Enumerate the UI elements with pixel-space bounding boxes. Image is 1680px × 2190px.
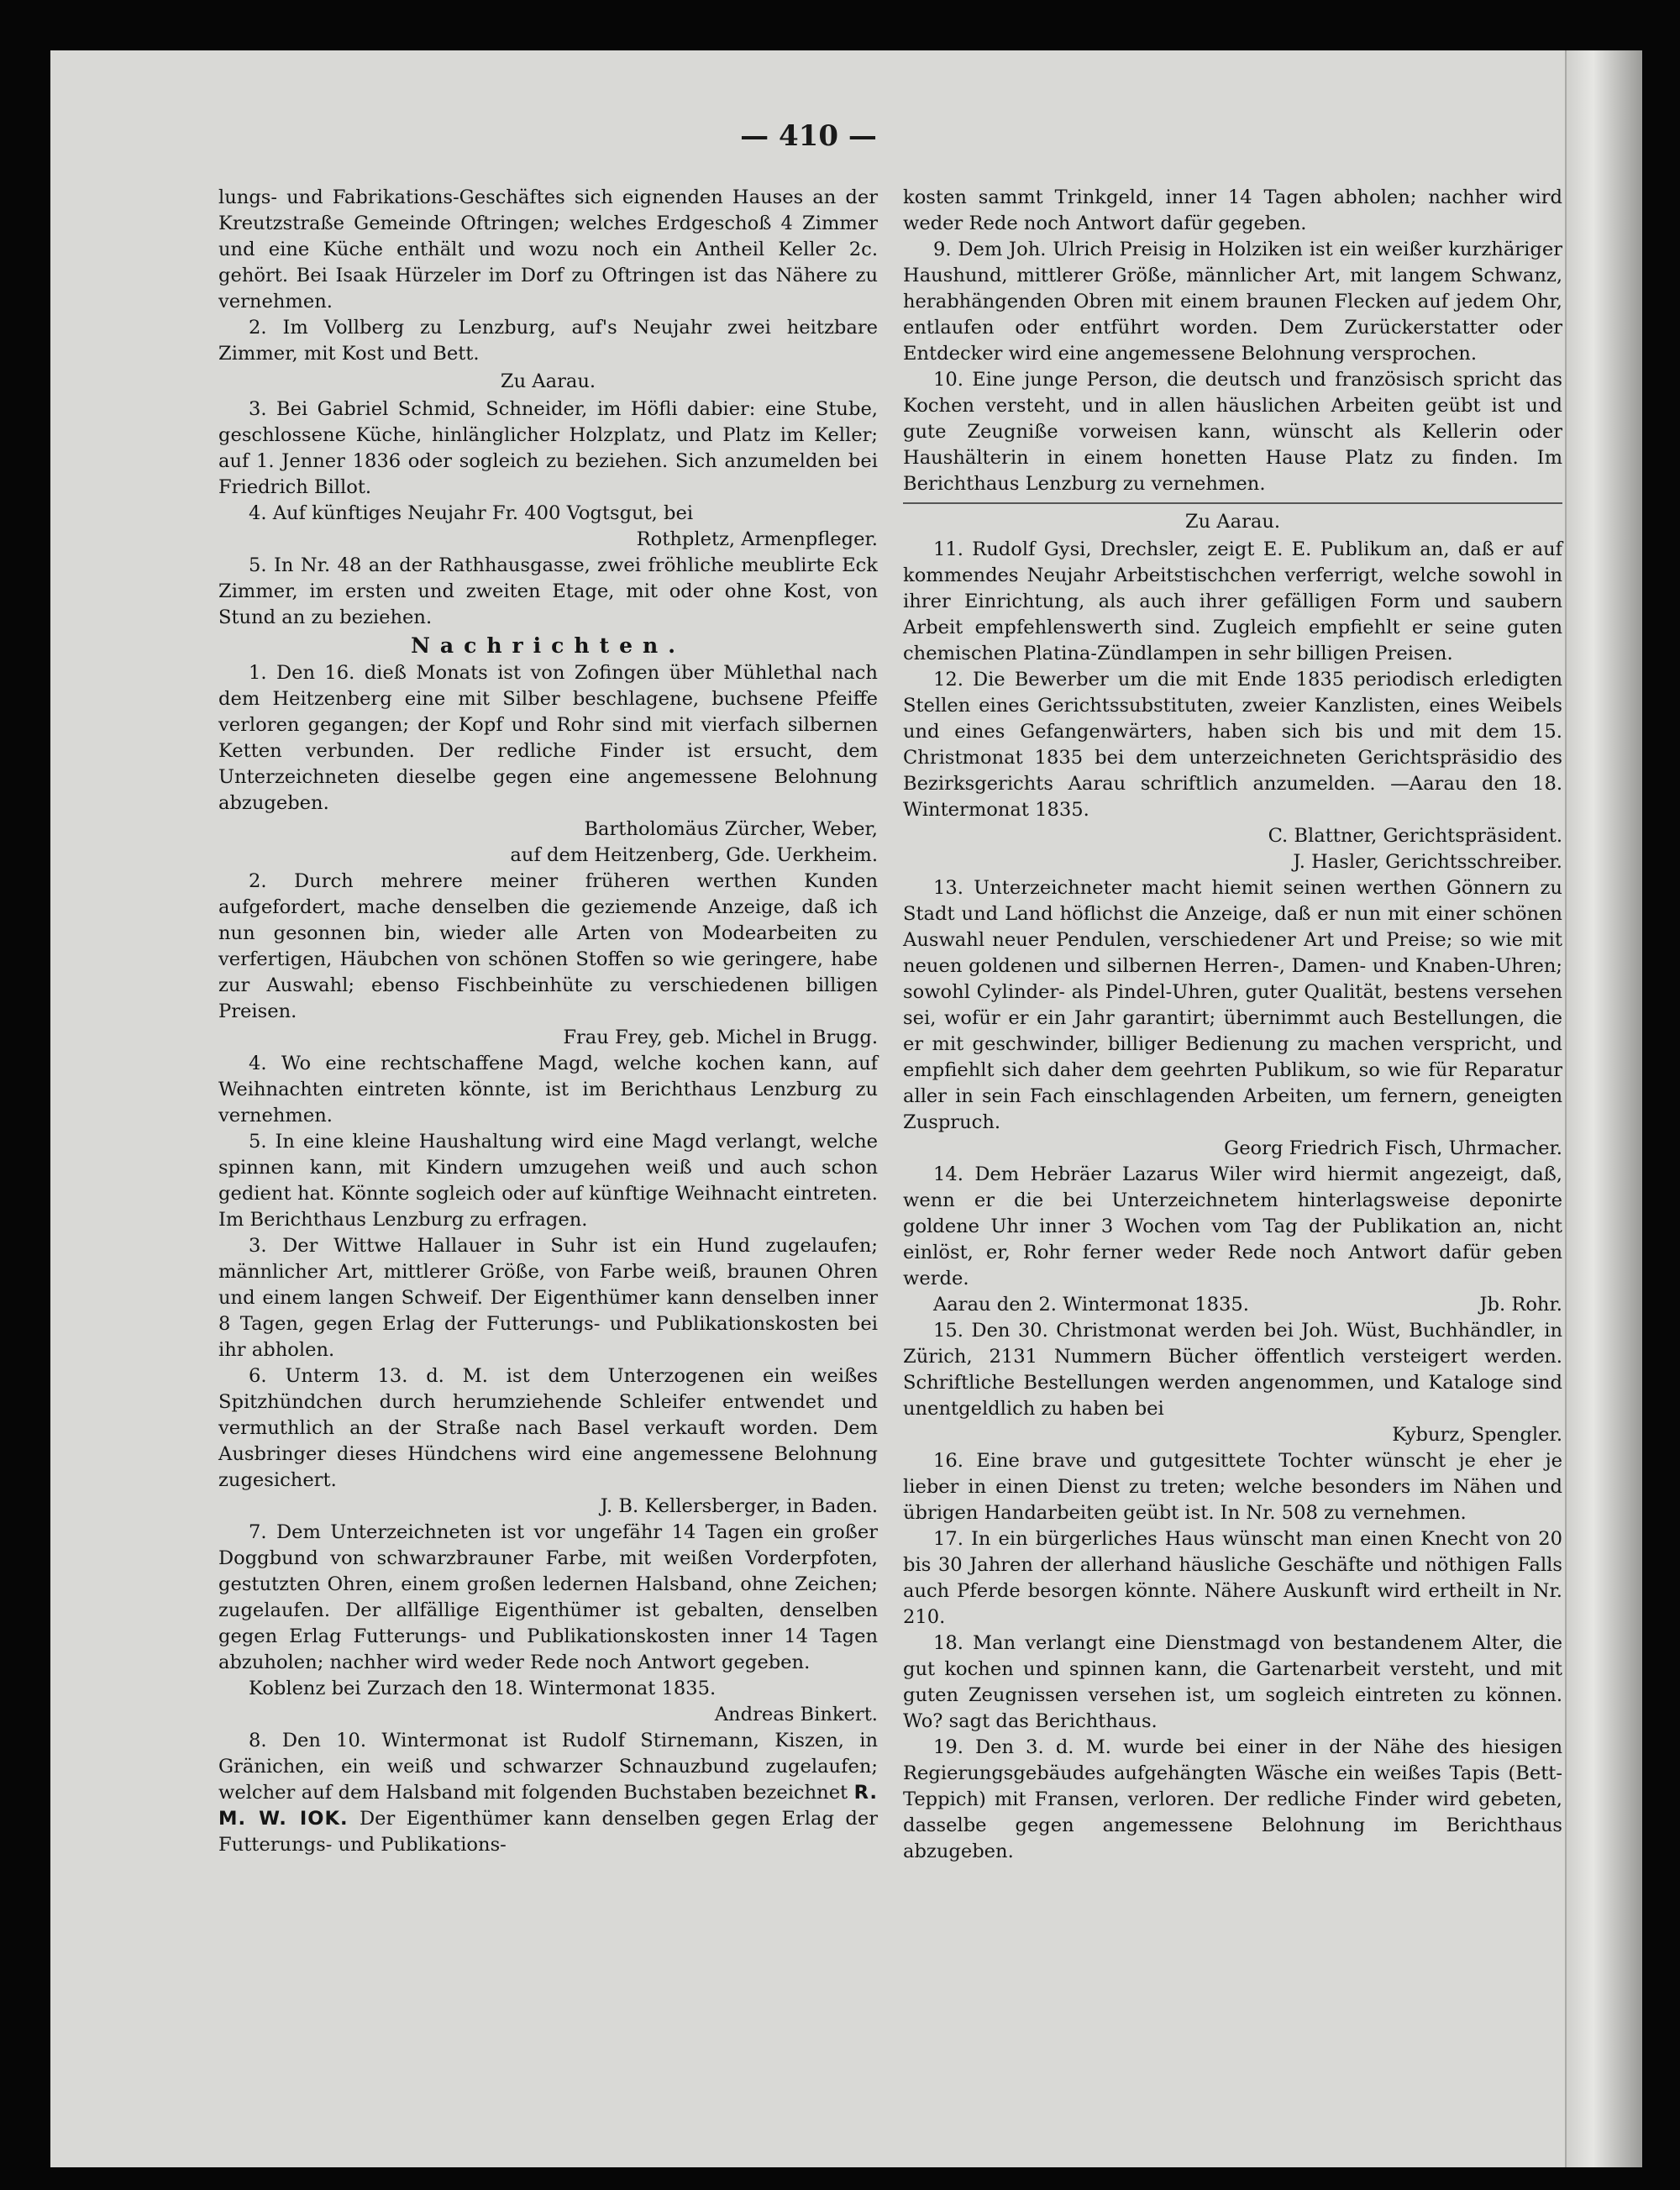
signature: Rothpletz, Armenpfleger. (636, 528, 878, 550)
signature: Bartholomäus Zürcher, Weber, (584, 818, 878, 840)
place-date: Aarau den 2. Wintermonat 1835. (933, 1294, 1249, 1316)
section-subheading: Zu Aarau. (1184, 511, 1281, 533)
paragraph (903, 1292, 1562, 1318)
section-heading: Nachrichten. (411, 633, 685, 658)
paragraph: 6. Unterm 13. d. M. ist dem Unterzogenen ein weißes Spitzhündchen durch herumziehende Schleifer entwendet und vermuthlich an der Straße nach Basel verkauft worden. Dem Ausbringer dieses Hündchens wird eine angemessene Belohnung zugesichert. (218, 1365, 878, 1491)
paragraph: 14. Dem Hebräer Lazarus Wiler wird hiermit angezeigt, daß, wenn er die bei Unterzeichnetem hinterlagsweise deponirte goldene Uhr inner 3 Wochen vom Tag der Publikation an, nicht einlöst, er, Rohr ferner weder Rede noch Antwort dafür geben werde. (903, 1163, 1562, 1289)
paragraph: 17. In ein bürgerliches Haus wünscht man einen Knecht von 20 bis 30 Jahren der allerhand häusliche Geschäfte und nöthigen Falls auch Pferde besorgen könnte. Nähere Auskunft wird ertheilt in Nr. 210. (903, 1528, 1562, 1628)
paragraph: 1. Den 16. dieß Monats ist von Zofingen über Mühlethal nach dem Heitzenberg eine mit Silber beschlagene, buchsene Pfeiffe verloren gegangen; der Kopf und Rohr sind mit vierfach silbernen Ketten verbunden. Der redliche Finder ist ersucht, dem Unterzeichneten dieselbe gegen eine angemessene Belohnung abzugeben. (218, 662, 878, 814)
collar-mark: R. M. W. IOK. (218, 1782, 878, 1830)
paragraph-text: 8. Den 10. Wintermonat ist Rudolf Stirnemann, Kiszen, in Gränichen, ein weiß und schwarzer Schnauzbund zugelaufen; welcher auf dem Halsband mit folgenden Buchstaben bezeichnet (218, 1730, 878, 1804)
paragraph: 10. Eine junge Person, die deutsch und französisch spricht das Kochen versteht, und in allen häuslichen Arbeiten geübt ist und gute Zeugniße vorweisen kann, wünscht als Kellerin oder Haushälterin in einem honetten Hause Platz zu finden. Im Berichthaus Lenzburg zu vernehmen. (903, 369, 1562, 495)
paragraph: 3. Der Wittwe Hallauer in Suhr ist ein Hund zugelaufen; männlicher Art, mittlerer Größe, von Farbe weiß, braunen Ohren und einem langen Schweif. Der Eigenthümer kann denselben inner 8 Tagen, gegen Erlag der Futterungs- und Publikationskosten bei ihr abholen. (218, 1235, 878, 1361)
signature: Frau Frey, geb. Michel in Brugg. (563, 1027, 878, 1048)
signature: Georg Friedrich Fisch, Uhrmacher. (1224, 1137, 1562, 1159)
paragraph-text: Der Eigenthümer kann denselben gegen Erlag der Futterungs- und Publikations- (218, 1808, 878, 1856)
right-column (903, 185, 1562, 1865)
signature: C. Blattner, Gerichtspräsident. (1268, 825, 1562, 847)
paragraph: Koblenz bei Zurzach den 18. Wintermonat 1835. (249, 1678, 717, 1699)
paragraph: 5. In eine kleine Haushaltung wird eine Magd verlangt, welche spinnen kann, mit Kindern umzugehen weiß und auch schon gedient hat. Könnte sogleich oder auf künftige Weihnacht eintreten. Im Berichthaus Lenzburg zu erfragen. (218, 1131, 878, 1231)
signature: Jb. Rohr. (1479, 1294, 1562, 1316)
paragraph: 5. In Nr. 48 an der Rathhausgasse, zwei fröhliche meublirte Eck Zimmer, im ersten und zweiten Etage, mit oder ohne Kost, von Stund an zu beziehen. (218, 554, 878, 628)
paragraph: 4. Auf künftiges Neujahr Fr. 400 Vogtsgut, bei (249, 502, 694, 524)
signature: auf dem Heitzenberg, Gde. Uerkheim. (510, 844, 878, 866)
paragraph (218, 1728, 878, 1858)
paragraph: 2. Durch mehrere meiner früheren werthen Kunden aufgefordert, mache denselben die geziemende Anzeige, daß ich nun gesonnen bin, wieder alle Arten von Modearbeiten zu verfertigen, Häubchen von schönen Stoffen so wie geringere, habe zur Auswahl; ebenso Fischbeinhüte zu verschiedenen billigen Preisen. (218, 870, 878, 1022)
paragraph: 16. Eine brave und gutgesittete Tochter wünscht je eher je lieber in einen Dienst zu treten; welche besonders im Nähen und übrigen Handarbeiten geübt ist. In Nr. 508 zu vernehmen. (903, 1450, 1562, 1524)
signature: Kyburz, Spengler. (1392, 1424, 1562, 1446)
signature: J. B. Kellersberger, in Baden. (600, 1495, 878, 1517)
paragraph: lungs- und Fabrikations-Geschäftes sich eignenden Hauses an der Kreutzstraße Gemeinde Oftringen; welches Erdgeschoß 4 Zimmer und eine Küche enthält und wozu noch ein Antheil Keller 2c. gehört. Bei Isaak Hürzeler im Dorf zu Oftringen ist das Nähere zu vernehmen. (218, 186, 878, 312)
section-subheading: Zu Aarau. (500, 370, 596, 392)
signature: J. Hasler, Gerichtsschreiber. (1293, 851, 1562, 873)
paragraph: 15. Den 30. Christmonat werden bei Joh. Wüst, Buchhändler, in Zürich, 2131 Nummern Bücher öffentlich versteigert werden. Schriftliche Bestellungen werden angenommen, und Kataloge sind unentgeldlich zu haben bei (903, 1320, 1562, 1420)
divider (903, 502, 1562, 504)
left-column (218, 185, 878, 1858)
page-binding-edge (1565, 50, 1642, 2167)
paragraph: 2. Im Vollberg zu Lenzburg, auf's Neujahr zwei heitzbare Zimmer, mit Kost und Bett. (218, 317, 878, 365)
page-number: — 410 — (740, 119, 877, 153)
paragraph: 12. Die Bewerber um die mit Ende 1835 periodisch erledigten Stellen eines Gerichtssubstituten, zweier Kanzlisten, eines Weibels und eines Gefangenwärters, haben sich bis und mit dem 15. Christmonat 1835 bei dem unterzeichneten Gerichtspräsidio des Bezirksgerichts Aarau schriftlich anzumelden. —Aarau den 18. Wintermonat 1835. (903, 669, 1562, 821)
newspaper-page (50, 50, 1642, 2167)
paragraph: kosten sammt Trinkgeld, inner 14 Tagen abholen; nachher wird weder Rede noch Antwort dafür gegeben. (903, 186, 1562, 234)
paragraph: 3. Bei Gabriel Schmid, Schneider, im Höfli dabier: eine Stube, geschlossene Küche, hinlänglicher Holzplatz, und Platz im Keller; auf 1. Jenner 1836 oder sogleich zu beziehen. Sich anzumelden bei Friedrich Billot. (218, 398, 878, 498)
paragraph: 9. Dem Joh. Ulrich Preisig in Holziken ist ein weißer kurzhäriger Haushund, mittlerer Größe, männlicher Art, mit langem Schwanz, herabhängenden Obren mit einem braunen Flecken auf jedem Ohr, entlaufen oder entführt worden. Dem Zurückerstatter oder Entdecker wird eine angemessene Belohnung versprochen. (903, 239, 1562, 365)
paragraph: 19. Den 3. d. M. wurde bei einer in der Nähe des hiesigen Regierungsgebäudes aufgehängten Wäsche ein weißes Tapis (Bett-Teppich) mit Fransen, verloren. Der redliche Finder wird gebeten, dasselbe gegen angemessene Belohnung im Berichthaus abzugeben. (903, 1736, 1562, 1862)
paragraph: 7. Dem Unterzeichneten ist vor ungefähr 14 Tagen ein großer Doggbund von schwarzbrauner Farbe, mit weißen Vorderpfoten, gestutzten Ohren, einem großen ledernen Halsband, ohne Zeichen; zugelaufen. Der allfällige Eigenthümer ist gebalten, denselben gegen Erlag Futterungs- und Publikationskosten inner 14 Tagen abzuholen; nachher wird weder Rede noch Antwort gegeben. (218, 1521, 878, 1673)
paragraph: 11. Rudolf Gysi, Drechsler, zeigt E. E. Publikum an, daß er auf kommendes Neujahr Arbeitstischchen verferrigt, welche sowohl in ihrer Einrichtung, als auch ihrer gefälligen Form und saubern Arbeit empfehlenswerth sind. Zugleich empfiehlt er seine guten chemischen Platina-Zündlampen in sehr billigen Preisen. (903, 538, 1562, 664)
paragraph: 13. Unterzeichneter macht hiemit seinen werthen Gönnern zu Stadt und Land höflichst die Anzeige, daß er nun mit einer schönen Auswahl neuer Pendulen, verschiedener Art und Preise; so wie mit neuen goldenen und silbernen Herren-, Damen- und Knaben-Uhren; sowohl Cylinder- als Pindel-Uhren, guter Qualität, bestens versehen sei, wofür er ein Jahr garantirt; übernimmt auch Bestellungen, die er mit geschwinder, billiger Bedienung zu machen verspricht, und empfiehlt sich daher dem geehrten Publikum, so wie für Reparatur aller in sein Fach einschlagenden Arbeiten, um fernern, geneigten Zuspruch. (903, 877, 1562, 1133)
paragraph: 4. Wo eine rechtschaffene Magd, welche kochen kann, auf Weihnachten eintreten könnte, ist im Berichthaus Lenzburg zu vernehmen. (218, 1053, 878, 1127)
signature: Andreas Binkert. (714, 1704, 878, 1725)
paragraph: 18. Man verlangt eine Dienstmagd von bestandenem Alter, die gut kochen und spinnen kann, die Gartenarbeit versteht, und mit guten Zeugnissen versehen ist, um sogleich eintreten zu können. Wo? sagt das Berichthaus. (903, 1632, 1562, 1732)
